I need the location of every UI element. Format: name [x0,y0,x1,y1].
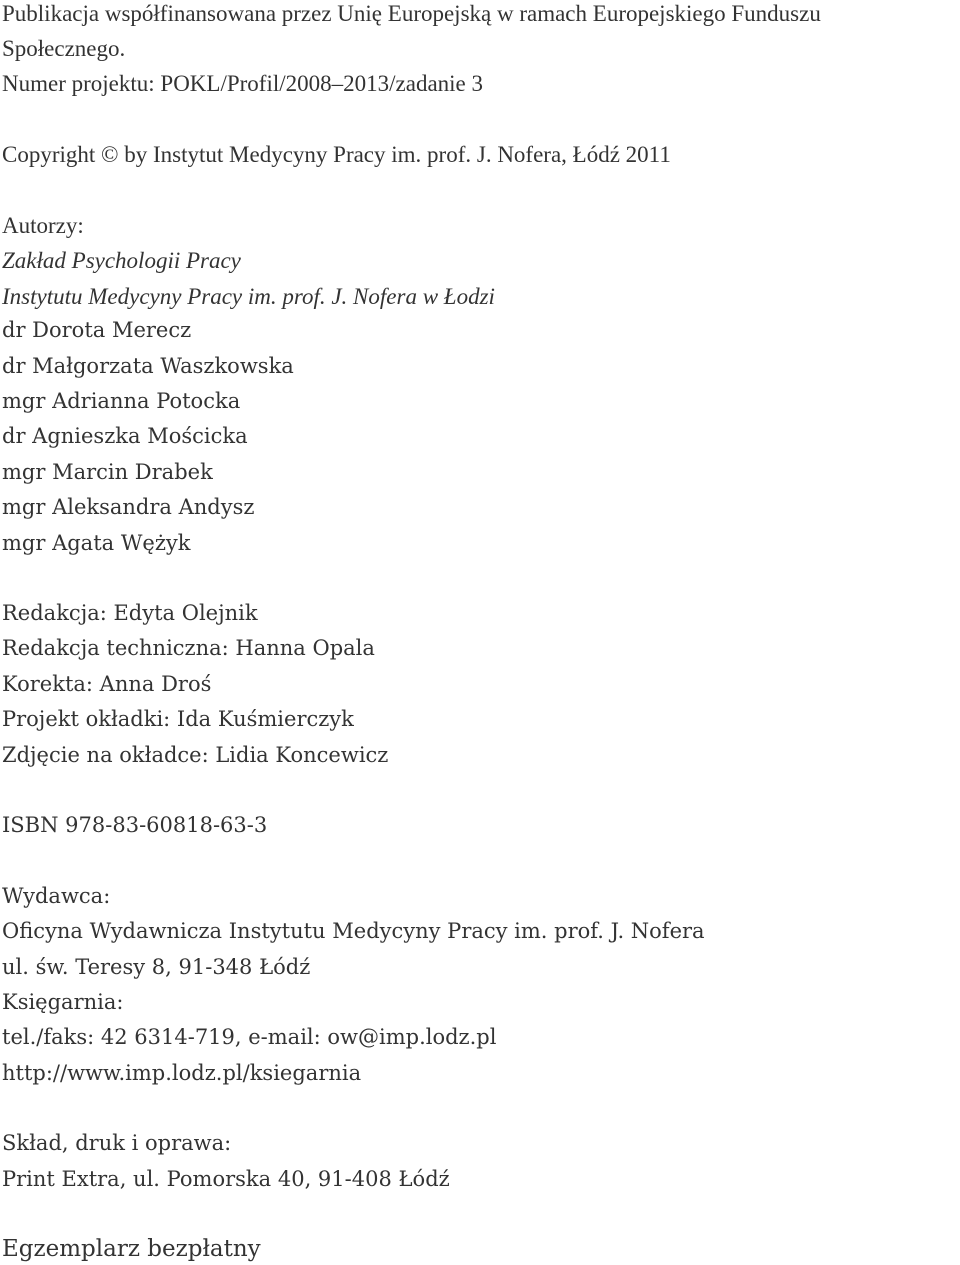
author-name: mgr Agata Wężyk [2,531,191,555]
credit-cover-photo: Zdjęcie na okładce: Lidia Koncewicz [2,743,389,767]
authors-heading: Autorzy: [2,213,84,238]
credit-cover-design: Projekt okładki: Ida Kuśmierczyk [2,707,354,731]
bookstore-heading: Księgarnia: [2,990,124,1014]
author-name: dr Agnieszka Mościcka [2,424,248,448]
authors-department-line-2: Instytutu Medycyny Pracy im. prof. J. Nofera w Łodzi [2,284,495,309]
copyright-line: Copyright © by Instytut Medycyny Pracy im. prof. J. Nofera, Łódź 2011 [2,142,671,167]
credit-proofreading: Korekta: Anna Droś [2,672,212,696]
credit-technical-editor: Redakcja techniczna: Hanna Opala [2,636,375,660]
author-name: mgr Aleksandra Andysz [2,495,255,519]
author-name: mgr Adrianna Potocka [2,389,241,413]
printer-details: Print Extra, ul. Pomorska 40, 91-408 Łódź [2,1167,450,1191]
isbn: ISBN 978-83-60818-63-3 [2,813,268,837]
authors-department-line-1: Zakład Psychologii Pracy [2,248,241,273]
publication-note-line-2: Społecznego. [2,36,126,61]
bookstore-website: http://www.imp.lodz.pl/ksiegarnia [2,1061,362,1085]
free-copy-note: Egzemplarz bezpłatny [2,1236,261,1262]
credit-editor: Redakcja: Edyta Olejnik [2,601,258,625]
publication-note-line-1: Publikacja współfinansowana przez Unię Europejską w ramach Europejskiego Funduszu [2,1,821,26]
publisher-contact: tel./faks: 42 6314-719, e-mail: ow@imp.lodz.pl [2,1025,497,1049]
publisher-heading: Wydawca: [2,884,111,908]
publisher-address: ul. św. Teresy 8, 91-348 Łódź [2,955,311,979]
publisher-name: Oficyna Wydawnicza Instytutu Medycyny Pracy im. prof. J. Nofera [2,919,705,943]
author-name: dr Małgorzata Waszkowska [2,354,294,378]
project-number: Numer projektu: POKL/Profil/2008–2013/zadanie 3 [2,71,484,96]
author-name: dr Dorota Merecz [2,318,192,342]
printing-heading: Skład, druk i oprawa: [2,1131,232,1155]
author-name: mgr Marcin Drabek [2,460,213,484]
